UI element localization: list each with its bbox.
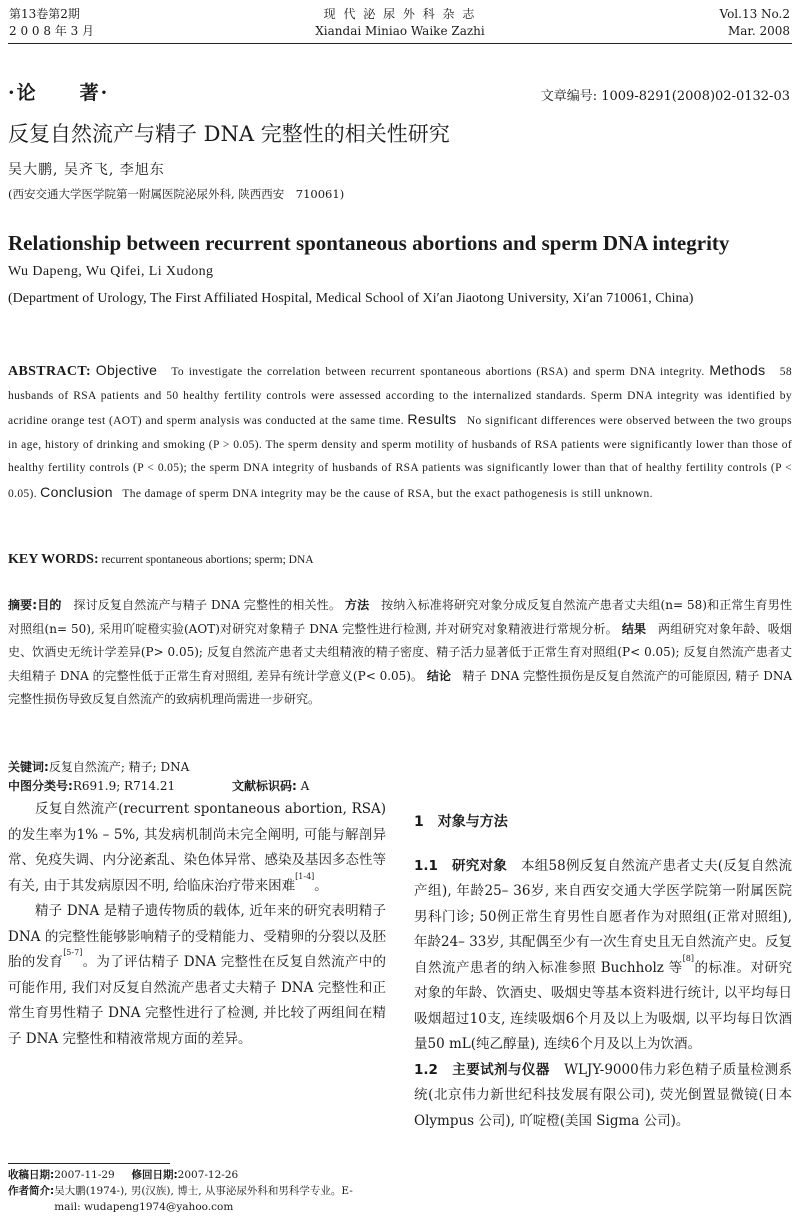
section-tag: ·论 著· <box>8 82 110 104</box>
subsection-1-2-text: WLJY-9000伟力彩色精子质量检测系统(北京伟力新世纪科技发展有限公司), 荧光倒置显微镜(日本 Olympus 公司), 吖啶橙(美国 Sigma 公司)。 <box>414 1061 793 1129</box>
intro-paragraph-1 <box>8 797 386 899</box>
header-date: 2 0 0 8 年 3 月 <box>9 24 95 38</box>
subsection-1-1-text: 本组58例反复自然流产患者丈夫(反复自然流产组), 年龄25– 36岁, 来自西安交通大学医学院第一附属医院男科门诊; 50例正常生育男性自愿者作为对照组(正常对照组), 年龄24– 33岁, 其配偶至少有一次生育史且无自然流产史。反复自然流产患者的纳入标准参照 Buchholz 等 <box>414 857 792 976</box>
subsection-1-1-title: 1.1 研究对象 <box>414 857 508 874</box>
en-title: Relationship between recurrent spontaneous abortions and sperm DNA integrity <box>8 231 730 255</box>
received-date: 2007-11-29 <box>54 1169 115 1181</box>
keywords-cn <box>8 758 189 776</box>
en-authors: Wu Dapeng, Wu Qifei, Li Xudong <box>8 264 214 279</box>
body-left-column <box>8 797 386 1052</box>
cn-title: 反复自然流产与精子 DNA 完整性的相关性研究 <box>8 122 450 146</box>
en-affiliation: (Department of Urology, The First Affiliated Hospital, Medical School of Xi′an Jiaotong University, Xi′an 710061, China) <box>8 291 694 306</box>
section-1-heading: 1 对象与方法 <box>414 814 508 830</box>
abstract-en-methods: 58 husbands of RSA patients and 50 healthy fertility controls were assessed according to the internalized standards. Sperm DNA integrity was identified by acridine orange test (AOT) and sperm analysis was conducted at the same time. <box>8 366 792 427</box>
abstract-en-conclusion-label: Conclusion <box>40 483 113 500</box>
header-rule <box>8 43 792 44</box>
header-volume: 第13卷第2期 <box>9 7 80 21</box>
header-journal-pinyin: Xiandai Miniao Waike Zazhi <box>315 24 485 38</box>
article-number: 文章编号: 1009-8291(2008)02-0132-03 <box>540 89 790 104</box>
abstract-en-lead: ABSTRACT: <box>8 364 92 379</box>
keywords-cn-text: 反复自然流产; 精子; DNA <box>48 760 190 774</box>
revised-date: 2007-12-26 <box>177 1169 239 1181</box>
footnote-author <box>8 1183 370 1215</box>
subsection-1-1-ref: [8] <box>682 953 695 963</box>
subsection-1-2-title: 1.2 主要试剂与仪器 <box>414 1061 550 1078</box>
abstract-en-methods-label: Methods <box>709 362 766 378</box>
abstract-cn <box>8 594 792 712</box>
abstract-cn-objective: 探讨反复自然流产与精子 DNA 完整性的相关性。 <box>73 598 341 612</box>
abstract-cn-objective-label: 目的 <box>37 598 62 612</box>
intro-p1-end: 。 <box>314 877 328 894</box>
footnote <box>8 1167 370 1215</box>
abstract-cn-conclusion-label: 结论 <box>426 668 451 683</box>
subsection-1-1 <box>414 854 792 1058</box>
abstract-cn-methods: 按纳入标准将研究对象分成反复自然流产患者丈夫组(n= 58)和正常生育男性对照组(n= 50), 采用吖啶橙实验(AOT)对研究对象精子 DNA 完整性进行检测, 并对研究对象精液进行常规分析。 <box>8 598 792 636</box>
keywords-en-text: recurrent spontaneous abortions; sperm; DNA <box>101 554 314 566</box>
cn-authors: 吴大鹏, 吴齐飞, 李旭东 <box>8 162 165 178</box>
abstract-en-objective: To investigate the correlation between recurrent spontaneous abortions (RSA) and sperm DNA integrity. <box>171 366 705 378</box>
revised-label: 修回日期: <box>131 1169 178 1181</box>
keywords-cn-label: 关键词: <box>8 760 49 774</box>
keywords-en <box>8 552 314 568</box>
intro-p1-ref: [1-4] <box>295 871 315 881</box>
keywords-en-label: KEY WORDS: <box>8 552 99 567</box>
abstract-en-conclusion: The damage of sperm DNA integrity may be the cause of RSA, but the exact pathogenesis is still unknown. <box>122 487 653 500</box>
author-info: 吴大鹏(1974-), 男(汉族), 博士, 从事泌尿外科和男科学专业。E-mail: wudapeng1974@yahoo.com <box>54 1185 353 1213</box>
intro-paragraph-2 <box>8 899 386 1052</box>
abstract-cn-results: 两组研究对象年龄、吸烟史、饮酒史无统计学差异(P> 0.05); 反复自然流产患者丈夫组精液的精子密度、精子活力显著低于正常生育对照组(P< 0.05); 反复自然流产患者丈夫组精子 DNA 的完整性低于正常生育对照组, 差异有统计学意义(P< 0.05)。 <box>8 621 792 683</box>
clc-label: 中图分类号: <box>8 779 73 793</box>
abstract-cn-conclusion: 精子 DNA 完整性损伤是反复自然流产的可能原因, 精子 DNA 完整性损伤导致反复自然流产的致病机理尚需进一步研究。 <box>8 668 792 706</box>
intro-p2-ref: [5-7] <box>63 948 83 957</box>
intro-p2-text: 精子 DNA 是精子遗传物质的载体, 近年来的研究表明精子 DNA 的完整性能够影响精子的受精能力、受精卵的分裂以及胚胎的发育 <box>8 903 386 970</box>
subsection-1-2 <box>414 1058 792 1135</box>
header-journal-cn: 现 代 泌 尿 外 科 杂 志 <box>323 7 477 21</box>
received-label: 收稿日期: <box>8 1169 55 1181</box>
clc-value: R691.9; R714.21 <box>72 779 176 793</box>
header-date-en: Mar. 2008 <box>727 24 790 38</box>
classification-doc <box>232 777 309 795</box>
cn-affiliation: (西安交通大学医学院第一附属医院泌尿外科, 陕西西安 710061) <box>8 187 345 201</box>
abstract-en-objective-label: Objective <box>95 362 158 378</box>
doc-code-label: 文献标识码: <box>232 779 297 793</box>
footnote-rule <box>8 1163 170 1164</box>
footnote-dates <box>8 1167 370 1183</box>
header-vol-en: Vol.13 No.2 <box>719 7 790 21</box>
abstract-cn-methods-label: 方法 <box>344 598 370 612</box>
abstract-en-results-label: Results <box>407 411 457 427</box>
intro-p1-text: 反复自然流产(recurrent spontaneous abortion, RSA)的发生率为1% – 5%, 其发病机制尚未完全阐明, 可能与解剖异常、免疫失调、内分泌紊乱、染色体异常、感染及基因多态性等有关, 由于其发病原因不明, 给临床治疗带来困难 <box>8 801 386 894</box>
abstract-cn-results-label: 结果 <box>621 621 647 636</box>
author-label: 作者简介: <box>8 1185 55 1197</box>
intro-p2-end: 。为了评估精子 DNA 完整性在反复自然流产中的可能作用, 我们对反复自然流产患者丈夫精子 DNA 完整性和正常生育男性精子 DNA 完整性进行了检测, 并比较了两组间在精子 DNA 完整性和精液常规方面的差异。 <box>8 954 387 1047</box>
doc-code-value: A <box>300 779 310 793</box>
body-right-column <box>414 810 792 1134</box>
abstract-en-results: No significant differences were observed between the two groups in age, history of drinking and smoking (P > 0.05). The sperm density and sperm motility of husbands of RSA patients were significantly lower than those of healthy fertility controls (P < 0.05); the sperm DNA integrity of husbands of RSA patients was significantly lower than that of healthy fertility controls (P < 0.05). <box>8 415 792 500</box>
classification-clc <box>8 777 175 795</box>
abstract-en <box>8 359 792 506</box>
abstract-cn-label: 摘要: <box>8 598 38 612</box>
subsection-1-1-end: 的标准。对研究对象的年龄、饮酒史、吸烟史等基本资料进行统计, 以平均每日吸烟超过10支, 连续吸烟6个月及以上为吸烟, 以平均每日饮酒量50 mL(纯乙醇量), 连续6个月及以上为饮酒。 <box>414 959 792 1052</box>
